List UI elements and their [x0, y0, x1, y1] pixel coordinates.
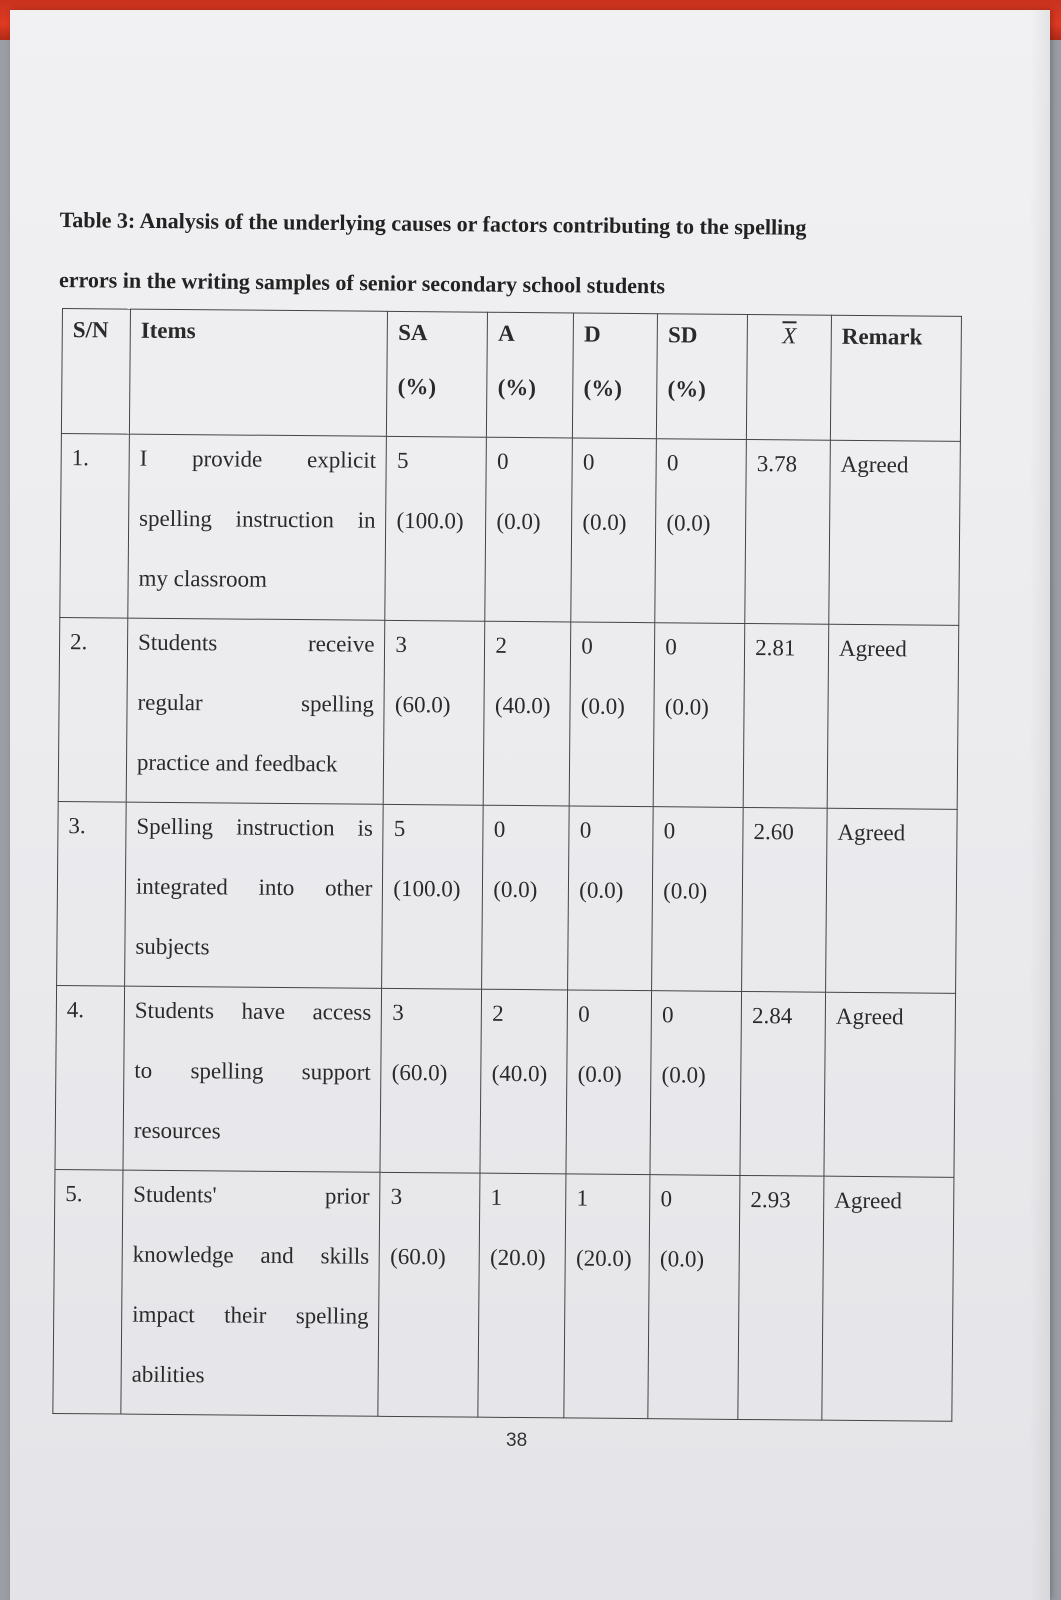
header-items: Items [129, 309, 388, 436]
header-remark: Remark [830, 315, 961, 441]
row-sa-count: 3 [395, 631, 408, 658]
row-remark [829, 440, 961, 625]
row-sa [380, 988, 482, 1173]
row-a-percent: (40.0) [494, 692, 551, 719]
row-item-line: to spelling support [134, 1057, 371, 1085]
row-sd-percent: (0.0) [661, 1062, 706, 1088]
header-d [573, 313, 658, 439]
row-item [126, 618, 385, 804]
row-item-line: regular spelling [137, 689, 375, 717]
row-sa-count: 5 [393, 815, 406, 842]
row-item-line: Students have access [134, 997, 372, 1025]
row-item-line: Students' prior [133, 1181, 370, 1209]
row-item [125, 802, 384, 988]
row-sa [385, 436, 487, 621]
row-sa [378, 1172, 480, 1417]
header-sa [387, 311, 488, 437]
row-mean-value: 2.93 [750, 1187, 791, 1213]
row-d [568, 806, 654, 991]
row-sn-value: 2. [69, 629, 88, 655]
row-sd [655, 439, 746, 624]
header-sd [657, 314, 748, 440]
row-remark-value: Agreed [835, 1003, 904, 1030]
row-d-count: 1 [576, 1185, 589, 1211]
row-a [478, 1173, 566, 1418]
row-mean [740, 991, 826, 1176]
row-remark [822, 1176, 954, 1421]
row-sn [57, 801, 127, 986]
row-item [128, 434, 387, 620]
page-number: 38 [506, 1430, 528, 1451]
header-a [487, 312, 574, 438]
row-a-count: 0 [493, 816, 506, 842]
row-sa-percent: (60.0) [394, 691, 451, 718]
row-a [482, 805, 570, 990]
row-item-line: my classroom [138, 565, 268, 592]
row-sn-value: 3. [68, 813, 86, 839]
row-sd-percent: (0.0) [664, 694, 709, 720]
table-row [58, 617, 959, 809]
row-a-percent: (0.0) [496, 508, 541, 535]
row-sd [653, 623, 744, 808]
row-mean-value: 2.81 [755, 635, 796, 661]
row-item-line: integrated into other [135, 873, 373, 901]
row-d [564, 1174, 650, 1419]
row-item [121, 1170, 381, 1416]
table-body [53, 433, 961, 1421]
header-sn: S/N [61, 309, 130, 435]
caption-line-1: Table 3: Analysis of the underlying causes or factors contributing to the spelling [59, 206, 807, 240]
row-a-count: 1 [490, 1184, 503, 1210]
table-row [60, 433, 961, 625]
row-sd [650, 991, 741, 1176]
row-sn [53, 1169, 123, 1414]
row-d-count: 0 [581, 633, 593, 659]
row-item-line: Spelling instruction is [136, 813, 373, 841]
row-item-line: subjects [135, 933, 210, 960]
row-a-percent: (40.0) [491, 1060, 548, 1087]
row-sa-count: 3 [392, 999, 404, 1026]
row-a-percent: (20.0) [489, 1244, 546, 1271]
row-sd-count: 0 [663, 818, 676, 844]
row-mean [742, 807, 828, 992]
row-a [485, 437, 573, 622]
header-mean [747, 314, 832, 440]
row-item-line: I provide explicit [139, 445, 377, 473]
header-sd-pct: (%) [667, 376, 707, 402]
row-d-count: 0 [579, 817, 592, 843]
row-remark [824, 992, 956, 1177]
header-a-label: A [498, 320, 515, 346]
row-item-line: spelling instruction in [139, 505, 376, 533]
row-d [571, 438, 657, 623]
row-d-percent: (0.0) [577, 1061, 622, 1087]
row-sn-value: 1. [71, 445, 90, 471]
row-sa-percent: (100.0) [393, 875, 461, 902]
row-remark-value: Agreed [834, 1187, 903, 1214]
row-sd-count: 0 [665, 634, 677, 660]
header-a-pct: (%) [497, 374, 537, 401]
row-sa [384, 620, 486, 805]
row-mean [738, 1175, 824, 1420]
row-remark-value: Agreed [840, 451, 909, 478]
row-mean [745, 439, 831, 624]
row-sa [382, 804, 484, 989]
row-item-line: resources [133, 1117, 221, 1144]
caption-line-2: errors in the writing samples of senior secondary school students [58, 266, 666, 299]
row-remark-value: Agreed [837, 819, 906, 846]
header-d-pct: (%) [583, 375, 623, 401]
row-sn [60, 433, 130, 618]
row-sd-count: 0 [666, 450, 679, 476]
row-mean-value: 2.84 [751, 1003, 793, 1029]
header-row [61, 309, 961, 442]
header-sa-label: SA [398, 319, 428, 346]
row-d-percent: (20.0) [575, 1245, 632, 1272]
row-sa-count: 3 [390, 1183, 403, 1210]
row-item-line: practice and feedback [136, 749, 338, 777]
row-sd-percent: (0.0) [666, 510, 711, 536]
row-sn-value: 4. [66, 997, 85, 1023]
table-row [53, 1169, 954, 1421]
row-item-line: Students receive [137, 629, 375, 657]
row-remark [826, 808, 958, 993]
row-item-line: impact their spelling [132, 1301, 369, 1329]
row-a-percent: (0.0) [493, 876, 538, 903]
row-sd-count: 0 [662, 1002, 674, 1028]
row-mean-value: 3.78 [756, 451, 798, 477]
row-item-line: knowledge and skills [132, 1241, 370, 1269]
row-sa-percent: (60.0) [391, 1059, 448, 1086]
header-sd-label: SD [667, 322, 698, 348]
row-a [484, 621, 572, 806]
row-sa-percent: (60.0) [390, 1243, 446, 1270]
header-sa-pct: (%) [397, 373, 437, 400]
row-mean-value: 2.60 [753, 819, 794, 845]
row-sn-value: 5. [65, 1181, 83, 1207]
row-a [480, 989, 568, 1174]
table-caption [59, 190, 960, 319]
header-mean-symbol: $\overline{X}$ [782, 323, 797, 349]
analysis-table [52, 308, 962, 1422]
row-d [569, 622, 655, 807]
row-d-percent: (0.0) [579, 877, 624, 903]
document-page [10, 10, 1050, 1600]
row-remark [827, 624, 959, 809]
row-item [123, 986, 382, 1172]
row-item-line: abilities [131, 1361, 205, 1388]
row-sa-count: 5 [396, 447, 409, 474]
header-d-label: D [583, 321, 601, 347]
row-a-count: 2 [495, 632, 508, 658]
row-sd-count: 0 [660, 1186, 673, 1212]
row-sd [648, 1175, 740, 1420]
row-d-count: 0 [582, 449, 595, 475]
row-sd [652, 807, 743, 992]
row-d-percent: (0.0) [582, 509, 627, 535]
row-mean [743, 623, 829, 808]
row-sn [55, 985, 125, 1170]
row-sn [58, 617, 128, 802]
row-remark-value: Agreed [839, 635, 907, 662]
row-sd-percent: (0.0) [663, 878, 708, 904]
row-d-count: 0 [578, 1001, 590, 1027]
table-row [55, 985, 956, 1177]
row-sa-percent: (100.0) [396, 507, 464, 534]
row-a-count: 2 [492, 1000, 504, 1026]
row-d [566, 990, 652, 1175]
row-sd-percent: (0.0) [659, 1246, 705, 1272]
table-row [57, 801, 958, 993]
table-container [52, 308, 962, 1422]
row-d-percent: (0.0) [580, 693, 626, 719]
row-a-count: 0 [496, 448, 509, 474]
